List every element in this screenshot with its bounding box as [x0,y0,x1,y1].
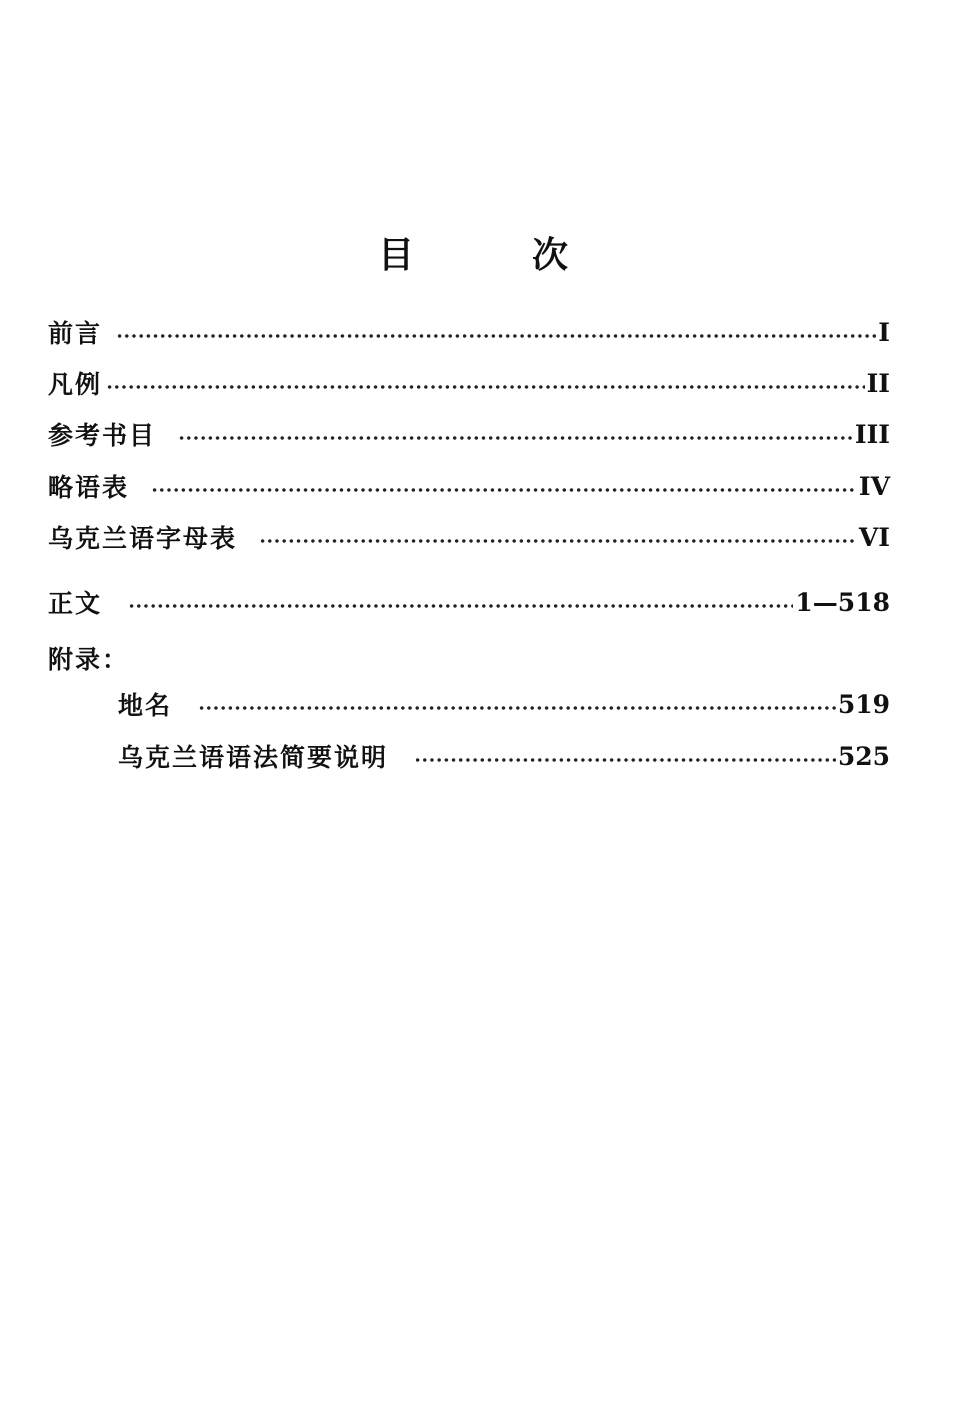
toc-entry-page: IV [858,471,890,501]
dot-leader [116,333,876,339]
toc-entry-label: 地名 [118,691,173,720]
toc-entry-label: 乌克兰语字母表 [48,524,238,553]
toc-entry-page: II [866,368,890,398]
dot-leader [128,603,793,609]
toc-entry-preface[interactable] [48,312,890,352]
toc-entry-abbreviations[interactable] [48,466,890,506]
toc-entry-place-names[interactable] [118,684,890,724]
toc-entry-grammar-summary[interactable] [118,736,890,776]
toc-entry-page: III [854,419,890,449]
toc-entry-alphabet[interactable] [48,517,890,557]
dot-leader [198,705,836,711]
toc-entry-page: 519 [837,689,890,719]
toc-entry-bibliography[interactable] [48,414,890,454]
page-title-char-2: 次 [532,235,569,276]
toc-entry-page: I [878,317,890,347]
toc-entry-label: 正文 [48,589,103,618]
toc-entry-label: 凡例 [48,370,103,399]
dot-leader [414,757,836,763]
toc-entry-conventions[interactable] [48,363,890,403]
dot-leader [178,435,853,441]
toc-entry-main-text[interactable] [48,582,890,622]
toc-entry-label: 乌克兰语语法简要说明 [118,743,389,772]
appendix-heading: 附录： [48,645,130,674]
page-title [0,228,960,284]
page-title-char-1: 目 [378,235,415,276]
toc-entry-page: 525 [837,741,890,771]
toc-entry-label: 略语表 [48,473,130,502]
dot-leader [151,487,857,493]
toc-entry-page: 1—518 [795,587,890,617]
dot-leader [106,384,865,390]
dot-leader [259,538,857,544]
toc-entry-page: VI [858,522,890,552]
toc-entry-label: 参考书目 [48,421,157,450]
toc-entry-label: 前言 [48,319,103,348]
